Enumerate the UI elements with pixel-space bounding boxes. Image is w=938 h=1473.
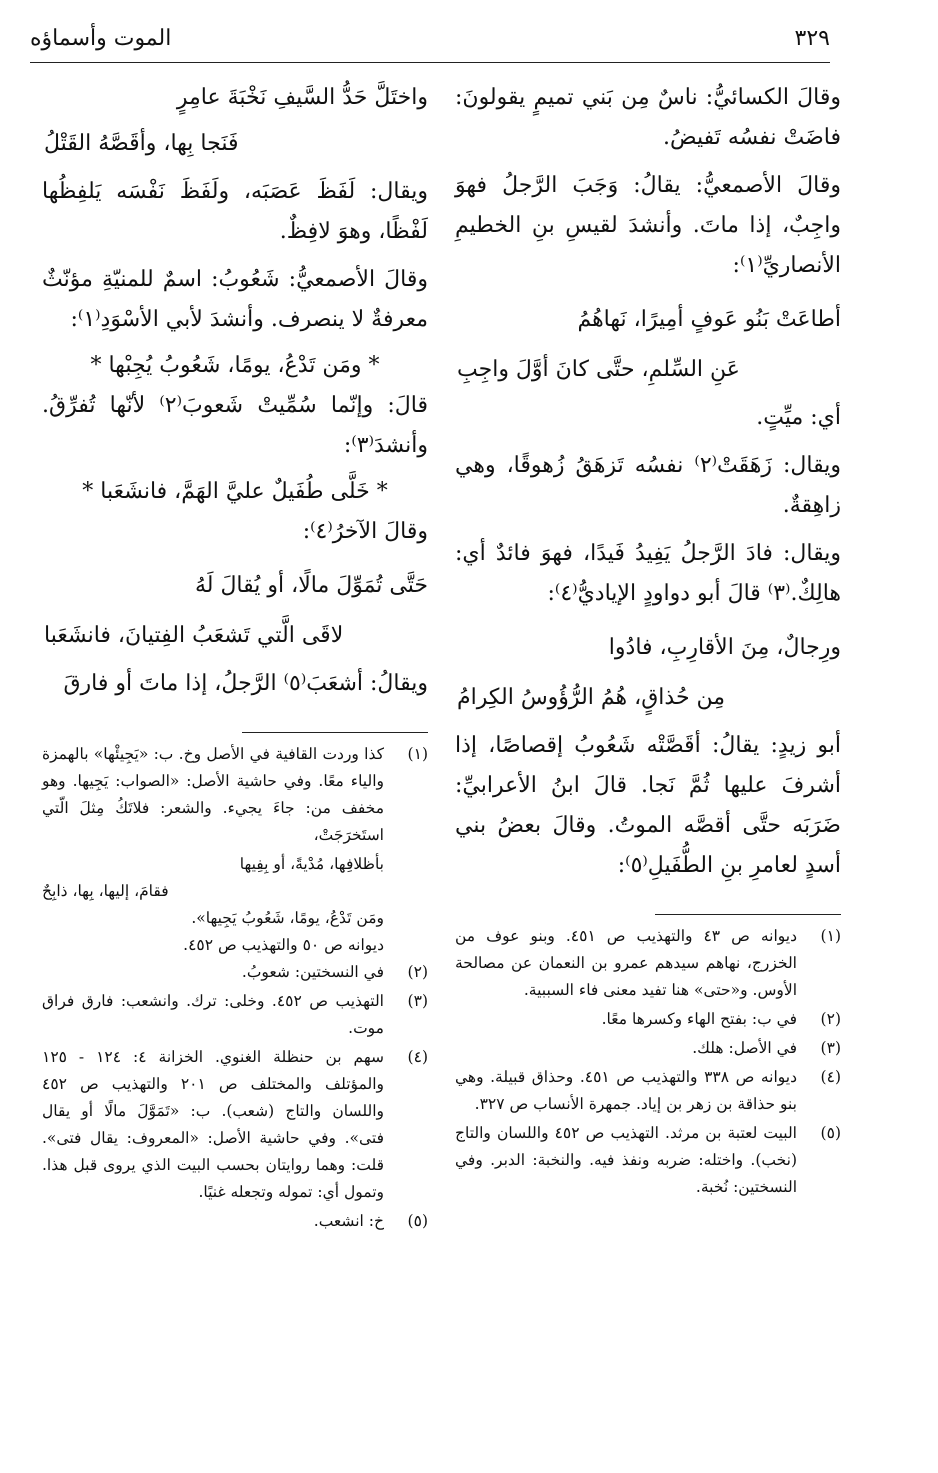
- footnote: [42, 741, 428, 849]
- verse-line: أطاعَتْ بَنُو عَوفٍ أمِيرًا، نَهاهُمُ: [577, 307, 841, 332]
- verse-line: لاقَى الَّتي تَشعَبُ الفِتيانَ، فانشَعَبا: [44, 623, 344, 648]
- footnote-number: (١): [407, 745, 428, 763]
- verse-line: * خَلَّى طُفَيلٌ عليَّ الهَمَّ، فانشَعَبا *: [82, 479, 388, 504]
- footnote-number: (٥): [820, 1124, 841, 1142]
- footnote-text: خ: انشعب.: [313, 1212, 384, 1230]
- footnote-text: البيت لعتبة بن مرثد. التهذيب ص ٤٥٢ واللسان والتاج (نخب). واختله: ضربه ونفذ فيه. والنخبة: الدبر. وفي النسختين: نُخبة.: [455, 1124, 797, 1196]
- paragraph: وقالَ الآخرُ⁽٤⁾:: [302, 519, 428, 544]
- footnote-text: في الأصل: هلك.: [692, 1039, 797, 1057]
- footnote-number: (٤): [407, 1048, 428, 1066]
- left-column: [42, 78, 428, 1237]
- verse-line: ورِجالٌ، مِنَ الأقارِبِ، فادُوا: [608, 635, 841, 660]
- footnote-number: (١): [820, 927, 841, 945]
- footnote-text: ديوانه ص ٥٠ والتهذيب ص ٤٥٢.: [183, 936, 384, 954]
- footnote-text: سهم بن حنظلة الغنوي. الخزانة ٤: ١٢٤ - ١٢٥ والمؤتلف والمختلف ص ٢٠١ والتهذيب ص ٤٥٢ واللسان والتاج (شعب). ب: «تَمَوَّلَ مالًا أو يقال فتى». وفي حاشية الأصل: «المعروف: يقال فتى». قلت: وهما روايتان بحسب البيت الذي يروى قبل هذا. وتمول أي: تموله وتجعله غنيًا.: [42, 1048, 385, 1201]
- footnote-rule: [242, 732, 428, 741]
- footnote-text: في ب: بفتح الهاء وكسرها معًا.: [601, 1010, 797, 1028]
- footnote-number: (٢): [407, 963, 428, 981]
- paragraph: أبو زيدٍ: يقالُ: أقَصَّتْه شَعُوبُ إقصاصًا، إذا أشرفَ عليها ثُمَّ نَجا. قالَ ابنُ الأعرابيِّ: ضَرَبَه حتَّى أقصَّه الموتُ. وقالَ بعضُ بني أسدٍ لعامرِ بنِ الطُّفَيلِ⁽٥⁾:: [455, 733, 841, 878]
- footnote: [42, 1208, 428, 1235]
- footnote: [42, 988, 428, 1042]
- footnote: [42, 1044, 428, 1206]
- footnote-text: ديوانه ص ٤٣ والتهذيب ص ٤٥١. وبنو عوف من الخزرج، نهاهم سيدهم عمرو بن النعمان عن مصالحة الأوس. و«حتى» هنا تفيد معنى فاء السببية.: [455, 927, 798, 999]
- footnote-number: (٥): [407, 1212, 428, 1230]
- verse-line: عَنِ السِّلمِ، حتَّى كانَ أوَّلَ واجِبِ: [457, 357, 740, 382]
- footnote: [455, 923, 841, 1004]
- footnote-verse: ومَن تَدْعُ، يومًا، شَعُوبُ يَجِيها».: [191, 909, 384, 927]
- footnote-number: (٣): [407, 992, 428, 1010]
- verse-line: مِن حُذاقٍ، هُمُ الرُّؤُوسُ الكِرامُ: [457, 685, 726, 710]
- paragraph: وقالَ الكسائيُّ: ناسٌ مِن بَني تميمٍ يقولونَ: فاضَتْ نفسُه تَفيضُ.: [455, 85, 841, 150]
- footnote: [455, 1064, 841, 1118]
- footnote-number: (٣): [820, 1039, 841, 1057]
- paragraph: ويقال: زَهَقَتْ⁽٢⁾ نفسُه تَزهَقُ زُهوقًا، وهي زاهِقةٌ.: [455, 453, 841, 518]
- paragraph: وقالَ الأصمعيُّ: شَعُوبُ: اسمٌ للمنيّةِ مؤنّثٌ معرفةٌ لا ينصرف. وأنشدَ لأبي الأسْوَدِ⁽١⁾:: [42, 267, 428, 332]
- paragraph: ويقال: لَفَظَ عَصَبَه، ولَفَظَ نَفْسَه يَلفِظُها لَفْظًا، وهوَ لافِظٌ.: [42, 179, 428, 244]
- footnote-number: (٢): [820, 1010, 841, 1028]
- verse-line: حَتَّى تُمَوِّلَ مالًا، أو يُقالَ لَهُ: [194, 573, 428, 598]
- footnote: [455, 1035, 841, 1062]
- page-header: [30, 18, 830, 63]
- footnote-text: كذا وردت القافية في الأصل وخ. ب: «يَجِيئْها» بالهمزة والياء معًا. وفي حاشية الأصل: «الصواب: يَجِيها. وهو مخفف من: جاءَ يجيء. والشعر: فلاتَكُ مِثلَ الّتي استَخرَجَتْ،: [42, 745, 384, 844]
- verse-line: * ومَن تَدْعُ، يومًا، شَعُوبُ يُجِبْها *: [90, 353, 380, 378]
- footnote-text: في النسختين: شعوبُ.: [241, 963, 384, 981]
- footnote-number: (٤): [820, 1068, 841, 1086]
- right-column: [455, 78, 841, 1203]
- paragraph: قالَ: وإنّما سُمِّيتْ شَعوبَ⁽٢⁾ لأنّها تُفرِّقُ. وأنشدَ⁽٣⁾:: [42, 393, 428, 458]
- paragraph: وقالَ الأصمعيُّ: يقالُ: وَجَبَ الرَّجلُ فهوَ واجِبٌ، إذا ماتَ. وأنشدَ لقيسِ بنِ الخطيمِ الأنصاريِّ⁽١⁾:: [455, 173, 841, 278]
- footnotes-right: [455, 923, 841, 1201]
- footnote: [42, 959, 428, 986]
- footnote-text: التهذيب ص ٤٥٢. وخلى: ترك. وانشعب: فارق فراق موت.: [42, 992, 384, 1037]
- footnotes-left: [42, 741, 428, 1235]
- verse-line: واختَلَّ حَدُّ السَّيفِ نَخْبَةَ عامِرٍ: [176, 85, 428, 110]
- footnote: [455, 1006, 841, 1033]
- footnote-rule: [655, 914, 841, 923]
- paragraph: أي: ميِّتٍ.: [756, 405, 841, 430]
- footnote-verse: بأظلافِها، مُدْيةً، أو بِفِيها: [239, 855, 384, 873]
- paragraph: ويقالُ: أشعَبَ⁽٥⁾ الرَّجلُ، إذا ماتَ أو فارقَ: [63, 671, 428, 696]
- footnote-verse: فقامَ، إليها، بِها، ذابِحٌ: [42, 882, 169, 900]
- footnote: [455, 1120, 841, 1201]
- running-title: الموت وأسماؤه: [30, 26, 172, 51]
- verse-line: فَنَجا بِها، وأقَصَّهُ القَتْلُ: [44, 131, 239, 156]
- page-number: ٣٢٩: [794, 26, 830, 51]
- paragraph: ويقال: فادَ الرَّجلُ يَفِيدُ فَيدًا، فهوَ فائدٌ أي: هالِكٌ.⁽٣⁾ قالَ أبو دواودٍ الإياديُّ⁽٤⁾:: [455, 541, 841, 606]
- footnote-text: ديوانه ص ٣٣٨ والتهذيب ص ٤٥١. وحذاق قبيلة. وهي بنو حذاقة بن زهر بن إياد. جمهرة الأنساب ص ٣٢٧.: [455, 1068, 797, 1113]
